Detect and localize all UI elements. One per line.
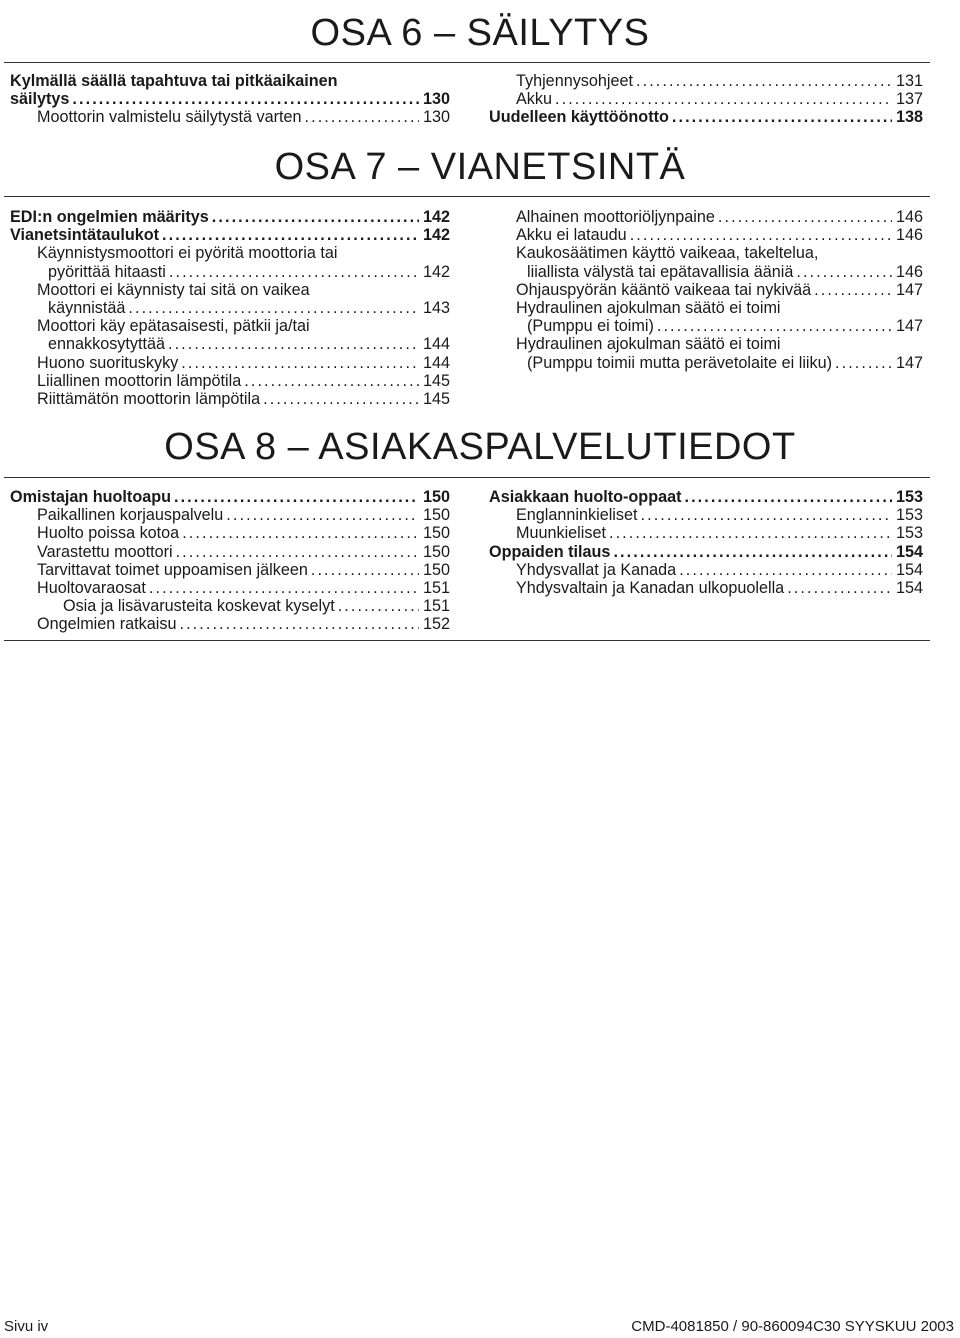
- toc-entry[interactable]: Akku . . . 137: [489, 90, 923, 108]
- toc-line: Kaukosäätimen käyttö vaikeaa, takeltelua,: [516, 244, 819, 263]
- section-6-left-column: [10, 72, 450, 127]
- toc-entry[interactable]: Akku ei lataudu . . . 146: [489, 226, 923, 244]
- toc-entry[interactable]: Huoltovaraosat . . . 151: [10, 579, 450, 597]
- section-6-rule: [4, 62, 930, 63]
- toc-entry[interactable]: Liiallinen moottorin lämpötila . . . 145: [10, 372, 450, 390]
- section-7-right-column: [489, 208, 923, 372]
- toc-entry[interactable]: Paikallinen korjauspalvelu . . . 150: [10, 506, 450, 524]
- section-6-title: OSA 6 – SÄILYTYS: [310, 12, 650, 54]
- toc-entry[interactable]: Yhdysvallat ja Kanada . . . 154: [489, 561, 923, 579]
- page-number: Sivu iv: [4, 1318, 49, 1335]
- toc-entry[interactable]: (Pumppu ei toimi) . . . 147: [489, 317, 923, 335]
- toc-entry[interactable]: Huono suorituskyky . . . 144: [10, 354, 450, 372]
- toc-entry[interactable]: Yhdysvaltain ja Kanadan ulkopuolella . . . 154: [489, 579, 923, 597]
- toc-entry[interactable]: (Pumppu toimii mutta perävetolaite ei liiku) . . . 147: [489, 354, 923, 372]
- section-7-title: OSA 7 – VIANETSINTÄ: [274, 146, 686, 188]
- toc-entry[interactable]: Asiakkaan huolto-oppaat . . . 153: [489, 488, 923, 506]
- toc-entry[interactable]: Huolto poissa kotoa . . . 150: [10, 524, 450, 542]
- toc-entry[interactable]: Osia ja lisävarusteita koskevat kyselyt . . . 151: [10, 597, 450, 615]
- toc-entry[interactable]: säilytys . . . 130: [10, 90, 450, 108]
- toc-entry[interactable]: ennakkosytyttää . . . 144: [10, 335, 450, 353]
- toc-entry[interactable]: Uudelleen käyttöönotto . . . 138: [489, 108, 923, 126]
- section-7-left-column: [10, 208, 450, 408]
- section-8-bottom-rule: [4, 640, 930, 641]
- section-6-right-column: [489, 72, 923, 127]
- toc-line: Hydraulinen ajokulman säätö ei toimi: [516, 299, 781, 318]
- toc-entry[interactable]: Riittämätön moottorin lämpötila . . . 145: [10, 390, 450, 408]
- section-8-left-column: [10, 488, 450, 634]
- toc-line: Moottori käy epätasaisesti, pätkii ja/tai: [37, 317, 310, 336]
- toc-entry[interactable]: Englanninkieliset . . . 153: [489, 506, 923, 524]
- toc-entry[interactable]: liiallista välystä tai epätavallisia ääniä . . . 146: [489, 263, 923, 281]
- toc-entry[interactable]: Varastettu moottori . . . 150: [10, 543, 450, 561]
- toc-line: Moottori ei käynnisty tai sitä on vaikea: [37, 280, 310, 299]
- toc-entry[interactable]: Muunkieliset . . . 153: [489, 524, 923, 542]
- section-8-right-column: [489, 488, 923, 597]
- document-code: CMD-4081850 / 90-860094C30 SYYSKUU 2003: [631, 1318, 954, 1335]
- toc-line: Kylmällä säällä tapahtuva tai pitkäaikainen: [10, 72, 338, 90]
- section-8-rule: [4, 477, 930, 478]
- toc-entry[interactable]: Oppaiden tilaus . . . 154: [489, 543, 923, 561]
- toc-entry[interactable]: Alhainen moottoriöljynpaine . . . 146: [489, 208, 923, 226]
- toc-line: Käynnistysmoottori ei pyöritä moottoria tai: [37, 244, 338, 263]
- toc-entry[interactable]: Tarvittavat toimet uppoamisen jälkeen . . . 150: [10, 561, 450, 579]
- toc-line: Hydraulinen ajokulman säätö ei toimi: [516, 335, 781, 354]
- toc-entry[interactable]: Omistajan huoltoapu . . . 150: [10, 488, 450, 506]
- section-8-title: OSA 8 – ASIAKASPALVELUTIEDOT: [164, 426, 796, 468]
- toc-entry[interactable]: Vianetsintätaulukot . . . 142: [10, 226, 450, 244]
- toc-entry[interactable]: pyörittää hitaasti . . . 142: [10, 263, 450, 281]
- toc-entry[interactable]: Ongelmien ratkaisu . . . 152: [10, 615, 450, 633]
- toc-entry[interactable]: Ohjauspyörän kääntö vaikeaa tai nykivää . . . 147: [489, 281, 923, 299]
- toc-entry[interactable]: käynnistää . . . 143: [10, 299, 450, 317]
- toc-entry[interactable]: EDI:n ongelmien määritys . . . 142: [10, 208, 450, 226]
- toc-entry[interactable]: Moottorin valmistelu säilytystä varten . . . 130: [10, 108, 450, 126]
- section-7-rule: [4, 196, 930, 197]
- toc-entry[interactable]: Tyhjennysohjeet . . . 131: [489, 72, 923, 90]
